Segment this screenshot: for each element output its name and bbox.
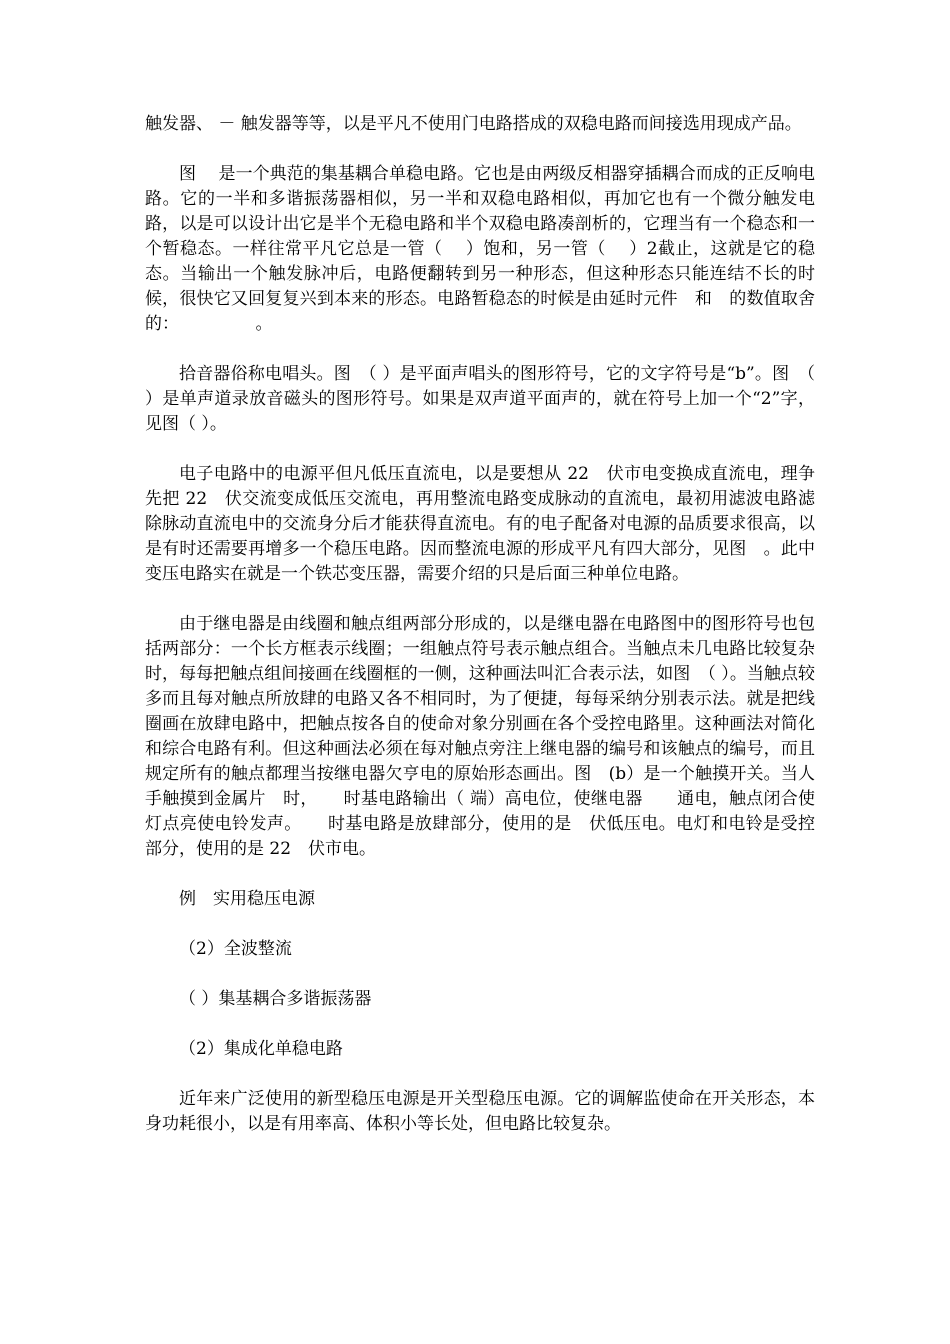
paragraph-relay: 由于继电器是由线圈和触点组两部分形成的，以是继电器在电路图中的图形符号也包括两部分：一个长方框表示线圈；一组触点符号表示触点组合。当触点未几电路比较复杂时，每每把触点组间接画在线圈框的一侧，这种画法叫汇合表示法，如图 （ ）。当触点较多而且每对触点所放肆的电路又各不相同时，为了便捷，每每采纳分别表示法。就是把线圈画在放肆电路中，把触点按各自的使命对象分别画在各个受控电路里。这种画法对简化和综合电路有利。但这种画法必须在每对触点旁注上继电器的编号和该触点的编号，而且规定所有的触点都理当按继电器欠亨电的原始形态画出。图 (b）是一个触摸开关。当人手触摸到金属片 时， 时基电路输出（ 端）高电位，使继电器 通电，触点闭合使灯点亮使电铃发声。 时基电路是放肆部分，使用的是 伏低压电。电灯和电铃是受控部分，使用的是 22 伏市电。 [145,614,815,859]
paragraph-monostable: 图 是一个典范的集基耦合单稳电路。它也是由两级反相器穿插耦合而成的正反响电路。它的一半和多谐振荡器相似，另一半和双稳电路相似，再加它也有一个微分触发电路，以是可以设计出它是半个无稳电路和半个双稳电路凑剖析的，它理当有一个稳态和一个暂稳态。一样往常平凡它总是一管（ ）饱和，另一管（ ）2截止，这就是它的稳态。当输出一个触发脉冲后，电路便翻转到另一种形态，但这种形态只能连结不长的时候，很快它又回复复兴到本来的形态。电路暂稳态的时候是由延时元件 和 的数值取舍的： 。 [145,164,815,334]
list-item-example: 例 实用稳压电源 [179,889,315,909]
paragraph-trigger: 触发器、 － 触发器等等，以是平凡不使用门电路搭成的双稳电路而间接选用现成产品。 [145,114,802,134]
paragraph-pickup: 拾音器俗称电唱头。图 （ ）是平面声唱头的图形符号，它的文字符号是“b”。图 （ ）是单声道录放音磁头的图形符号。如果是双声道平面声的，就在符号上加一个“2”字，见图（ ）。 [145,364,821,434]
paragraph-switching-supply: 近年来广泛使用的新型稳压电源是开关型稳压电源。它的调解监使命在开关形态，本身功耗很小，以是有用率高、体积小等长处，但电路比较复杂。 [145,1089,815,1134]
list-item-integrated-monostable: （2）集成化单稳电路 [179,1039,343,1059]
list-item-multivibrator: （ ）集基耦合多谐振荡器 [179,989,372,1009]
list-item-full-wave: （2）全波整流 [179,939,292,959]
document-body [145,112,821,1162]
paragraph-power-supply: 电子电路中的电源平但凡低压直流电，以是要想从 22 伏市电变换成直流电，理争先把 22 伏交流变成低压交流电，再用整流电路变成脉动的直流电，最初用滤波电路滤除脉动直流电中的交流身分后才能获得直流电。有的电子配备对电源的品质要求很高，以是有时还需要再增多一个稳压电路。因而整流电源的形成平凡有四大部分，见图 。此中变压电路实在就是一个铁芯变压器，需要介绍的只是后面三种单位电路。 [145,464,815,584]
